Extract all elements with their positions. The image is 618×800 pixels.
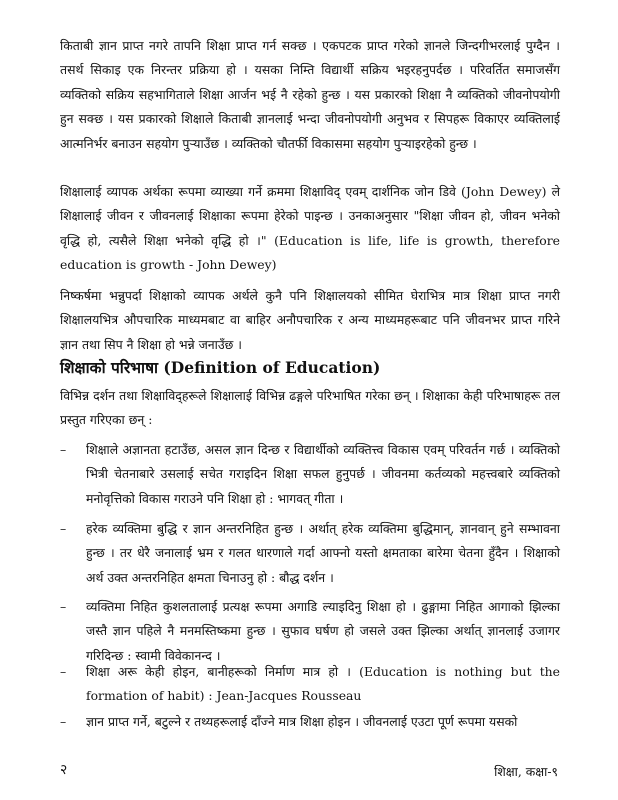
section-heading: शिक्षाको परिभाषा (Definition of Education) — [60, 358, 381, 377]
bullet-dash: – — [60, 442, 67, 457]
list-item — [60, 660, 560, 709]
bullet-dash: – — [60, 599, 67, 614]
list-item-text: ज्ञान प्राप्त गर्ने, बटुल्ने र तथ्यहरूलाई दाँज्ने मात्र शिक्षा होइन । जीवनलाई एउटा पूर्ण रूपमा यसको — [86, 714, 518, 729]
list-item — [60, 517, 560, 590]
bullet-dash: – — [60, 714, 67, 729]
paragraph-conclusion: निष्कर्षमा भन्नुपर्दा शिक्षाको व्यापक अर्थले कुनै पनि शिक्षालयको सीमित घेराभित्र मात्र शिक्षा प्राप्त नगरी शिक्षालयभित्र औपचारिक माध्यमबाट वा बाहिर अनौपचारिक र अन्य माध्यमहरूबाट पनि जीवनभर प्राप्त गरिने ज्ञान तथा सिप नै शिक्षा हो भन्ने जनाउँछ । — [60, 288, 560, 352]
page-number: २ — [60, 762, 68, 778]
bullet-dash: – — [60, 664, 67, 679]
list-item — [60, 438, 560, 511]
list-item — [60, 710, 560, 734]
book-title-footer: शिक्षा, कक्षा-९ — [494, 764, 558, 779]
paragraph-definition-intro: विभिन्न दर्शन तथा शिक्षाविद्हरूले शिक्षालाई विभिन्न ढङ्गले परिभाषित गरेका छन् । शिक्षाका केही परिभाषाहरू तल प्रस्तुत गरिएका छन् : — [60, 388, 560, 428]
list-item-text: व्यक्तिमा निहित कुशलतालाई प्रत्यक्ष रूपमा अगाडि ल्याइदिनु शिक्षा हो । ढुङ्गामा निहित आगाको झिल्का जस्तै ज्ञान पहिले नै मनमस्तिष्कमा हुन्छ । सुफाव घर्षण हो जसले उक्त झिल्का अर्थात् ज्ञानलाई उजागर गरिदिन्छ : स्वामी विवेकानन्द । — [86, 599, 560, 663]
list-item-text: हरेक व्यक्तिमा बुद्धि र ज्ञान अन्तरनिहित हुन्छ । अर्थात् हरेक व्यक्तिमा बुद्धिमान्, ज्ञानवान् हुने सम्भावना हुन्छ । तर धेरै जनालाई भ्रम र गलत धारणाले गर्दा आफ्नो यस्तो क्षमताका बारेमा चेतना हुँदैन । शिक्षाको अर्थ उक्त अन्तरनिहित क्षमता चिनाउनु हो : बौद्ध दर्शन । — [86, 521, 560, 585]
paragraph-lifelong-learning: किताबी ज्ञान प्राप्त नगरे तापनि शिक्षा प्राप्त गर्न सक्छ । एकपटक प्राप्त गरेको ज्ञानले जिन्दगीभरलाई पुग्दैन । तसर्थ सिकाइ एक निरन्तर प्रक्रिया हो । यसका निम्ति विद्यार्थी सक्रिय भइरहनुपर्दछ । परिवर्तित समाजसँग व्यक्तिको सक्रिय सहभागिताले शिक्षा आर्जन भई नै रहेको हुन्छ । यस प्रकारको शिक्षा नै व्यक्तिको जीवनोपयोगी हुन सक्छ । यस प्रकारको शिक्षाले किताबी ज्ञानलाई भन्दा जीवनोपयोगी अनुभव र सिपहरू विकाएर व्यक्तिलाई आत्मनिर्भर बनाउन सहयोग पुऱ्याउँछ । व्यक्तिको चौतर्फी विकासमा सहयोग पुऱ्याइरहेको हुन्छ । — [60, 38, 560, 151]
paragraph-john-dewey: शिक्षालाई व्यापक अर्थका रूपमा व्याख्या गर्ने क्रममा शिक्षाविद् एवम् दार्शनिक जोन डिवे (John Dewey) ले शिक्षालाई जीवन र जीवनलाई शिक्षाका रूपमा हेरेको पाइन्छ । उनकाअनुसार "शिक्षा जीवन हो, जीवन भनेको वृद्धि हो, त्यसैले शिक्षा भनेको वृद्धि हो ।" (Education is life, life is growth, therefore education is growth - John Dewey) — [60, 184, 560, 273]
list-item-text: शिक्षाले अज्ञानता हटाउँछ, असल ज्ञान दिन्छ र विद्यार्थीको व्यक्तित्त्व विकास एवम् परिवर्तन गर्छ । व्यक्तिको भित्री चेतनाबारे उसलाई सचेत गराइदिन शिक्षा सफल हुनुपर्छ । जीवनमा कर्तव्यको महत्त्वबारे व्यक्तिको मनोवृत्तिको विकास गराउने पनि शिक्षा हो : भागवत् गीता । — [86, 442, 560, 506]
bullet-dash: – — [60, 521, 67, 536]
list-item — [60, 595, 560, 668]
list-item-text: शिक्षा अरू केही होइन, बानीहरूको निर्माण मात्र हो । (Education is nothing but the formation of habit) : Jean-Jacques Rousseau — [86, 664, 560, 704]
